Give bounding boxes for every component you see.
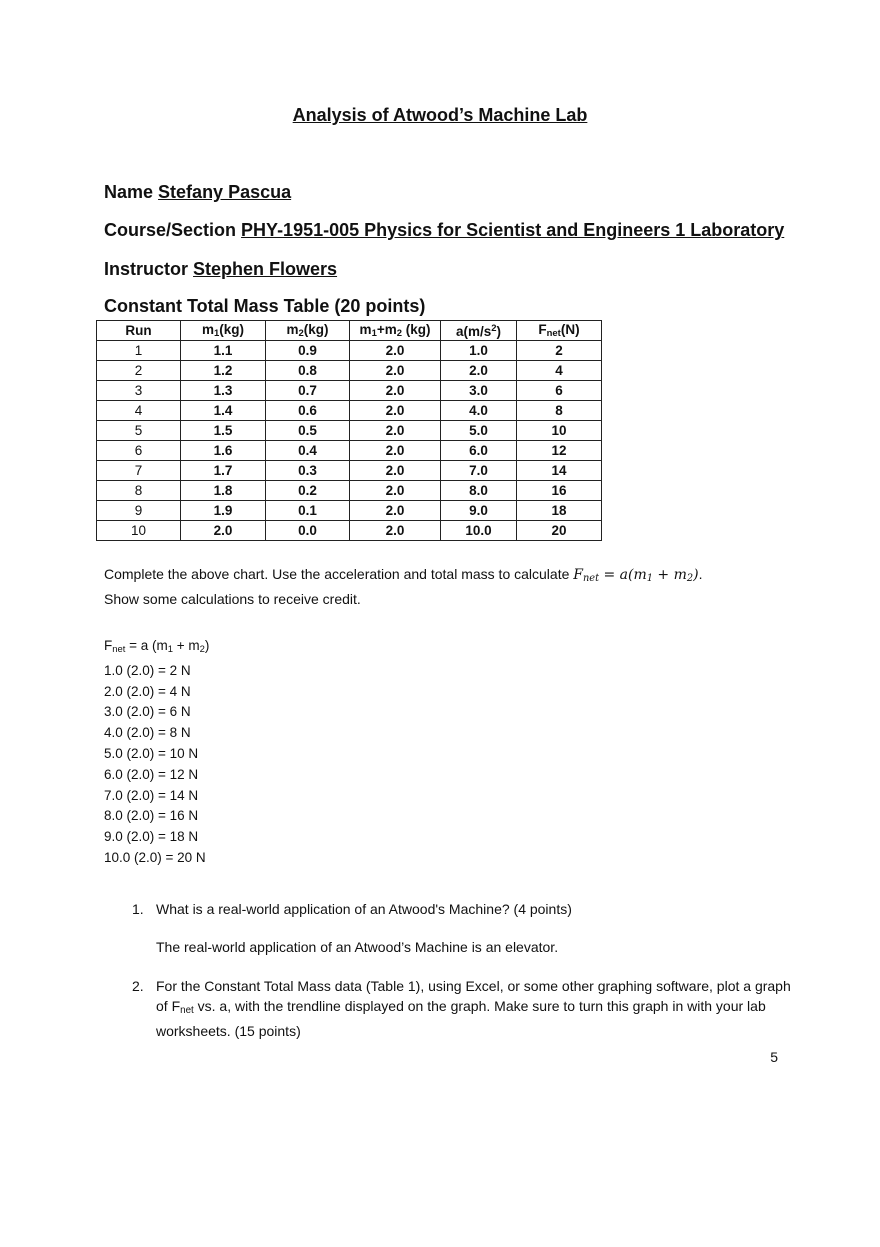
table-cell: 2.0: [350, 521, 441, 541]
table-cell: 9: [97, 501, 181, 521]
calc-line: 3.0 (2.0) = 6 N: [104, 704, 191, 720]
table-cell: 2.0: [350, 421, 441, 441]
constant-mass-table: [96, 320, 602, 541]
table-cell: 0.4: [266, 441, 350, 461]
table-row: [97, 421, 602, 441]
calc-line: 8.0 (2.0) = 16 N: [104, 808, 199, 824]
document-title: Analysis of Atwood’s Machine Lab: [292, 105, 588, 125]
table-cell: 2.0: [350, 381, 441, 401]
header-fnet: $F_{net}(N)$: [517, 321, 602, 341]
table-cell: 0.9: [266, 341, 350, 361]
table-cell: 1.2: [181, 361, 266, 381]
calculations: [104, 636, 209, 869]
table-row: [97, 521, 602, 541]
table-cell: 2: [97, 361, 181, 381]
calc-formula: $F_{net} = a$ $(m_1 + m_2)$: [104, 638, 210, 655]
name-label: Name: [104, 182, 154, 202]
course-label: Course/Section: [104, 220, 237, 240]
calc-line: 9.0 (2.0) = 18 N: [104, 829, 199, 845]
table-row: [97, 341, 602, 361]
instructions-line-1: Complete the above chart. Use the acceleration and total mass to calculate $F_{net} = a(m_1 + m_2)$.: [104, 566, 703, 584]
table-cell: 5.0: [441, 421, 517, 441]
table-cell: 20: [517, 521, 602, 541]
table-cell: 1.4: [181, 401, 266, 421]
table-cell: 2.0: [181, 521, 266, 541]
header-total-mass: $m_1+m_2$ (kg): [350, 321, 441, 341]
course-value: PHY-1951-005 Physics for Scientist and Engineers 1 Laboratory: [241, 220, 785, 240]
table-cell: 4.0: [441, 401, 517, 421]
table-cell: 3.0: [441, 381, 517, 401]
table-cell: 0.8: [266, 361, 350, 381]
table-cell: 6: [517, 381, 602, 401]
calc-line: 10.0 (2.0) = 20 N: [104, 849, 206, 865]
table-cell: 10.0: [441, 521, 517, 541]
header-acceleration: $a(m/s^2)$: [441, 321, 517, 341]
table-cell: 7: [97, 461, 181, 481]
table-cell: 2.0: [350, 461, 441, 481]
table-cell: 1.6: [181, 441, 266, 461]
table-cell: 14: [517, 461, 602, 481]
table-cell: 0.3: [266, 461, 350, 481]
table-cell: 0.2: [266, 481, 350, 501]
calc-line: 6.0 (2.0) = 12 N: [104, 766, 199, 782]
question-2: [132, 976, 792, 1041]
table-cell: 4: [517, 361, 602, 381]
table-cell: 9.0: [441, 501, 517, 521]
table-cell: 1.3: [181, 381, 266, 401]
table-cell: 16: [517, 481, 602, 501]
table-cell: 3: [97, 381, 181, 401]
table-cell: 2: [517, 341, 602, 361]
table-row: [97, 401, 602, 421]
name-field: [104, 182, 291, 203]
table-cell: 6.0: [441, 441, 517, 461]
table-cell: 1.1: [181, 341, 266, 361]
table-cell: 8: [517, 401, 602, 421]
table-cell: 1.8: [181, 481, 266, 501]
question-text: What is a real-world application of an Atwood's Machine? (4 points): [156, 901, 572, 917]
header-m1: $m_1(kg)$: [181, 321, 266, 341]
table-cell: 4: [97, 401, 181, 421]
question-1: [132, 899, 792, 919]
table-cell: 1: [97, 341, 181, 361]
header-m2: $m_2(kg)$: [266, 321, 350, 341]
table-cell: 2.0: [350, 401, 441, 421]
table-cell: 2.0: [441, 361, 517, 381]
instructor-field: [104, 259, 337, 280]
table-cell: 0.5: [266, 421, 350, 441]
table-cell: 0.0: [266, 521, 350, 541]
calc-line: 1.0 (2.0) = 2 N: [104, 662, 191, 678]
table-row: [97, 501, 602, 521]
table-cell: 1.7: [181, 461, 266, 481]
page-number: 5: [770, 1049, 778, 1065]
question-number: 1.: [132, 901, 144, 917]
table-cell: 8.0: [441, 481, 517, 501]
table-cell: 2.0: [350, 341, 441, 361]
calc-line: 4.0 (2.0) = 8 N: [104, 725, 191, 741]
table-row: [97, 461, 602, 481]
instructor-label: Instructor: [104, 259, 189, 279]
table-row: [97, 361, 602, 381]
name-value: Stefany Pascua: [158, 182, 292, 202]
table-cell: 0.7: [266, 381, 350, 401]
table-cell: 2.0: [350, 481, 441, 501]
table-row: [97, 381, 602, 401]
calc-line: 2.0 (2.0) = 4 N: [104, 683, 191, 699]
answer-1: The real-world application of an Atwood’s Machine is an elevator.: [156, 939, 559, 955]
table-cell: 10: [97, 521, 181, 541]
table-cell: 1.0: [441, 341, 517, 361]
instructor-value: Stephen Flowers: [193, 259, 338, 279]
table-cell: 2.0: [350, 441, 441, 461]
table-cell: 7.0: [441, 461, 517, 481]
table-header-row: [97, 321, 602, 341]
question-number: 2.: [132, 978, 144, 994]
instructions-line-2: Show some calculations to receive credit.: [104, 591, 361, 607]
table-cell: 12: [517, 441, 602, 461]
table-cell: 0.1: [266, 501, 350, 521]
table-cell: 2.0: [350, 361, 441, 381]
table-cell: 2.0: [350, 501, 441, 521]
table-cell: 6: [97, 441, 181, 461]
table-cell: 8: [97, 481, 181, 501]
header-run: Run: [97, 321, 181, 341]
course-field: [104, 220, 784, 241]
table-cell: 10: [517, 421, 602, 441]
table-row: [97, 481, 602, 501]
table-heading: Constant Total Mass Table (20 points): [104, 296, 426, 316]
table-cell: 18: [517, 501, 602, 521]
table-cell: 1.5: [181, 421, 266, 441]
table-cell: 0.6: [266, 401, 350, 421]
table-cell: 5: [97, 421, 181, 441]
table-row: [97, 441, 602, 461]
table-cell: 1.9: [181, 501, 266, 521]
question-text: For the Constant Total Mass data (Table 1), using Excel, or some other graphing software, plot a graph of $F_{net}$ vs. a, with the trendline displayed on the graph. Make sure to turn this graph in with your lab worksheets. (15 points): [156, 978, 791, 1039]
instructions: [104, 564, 744, 609]
calc-line: 5.0 (2.0) = 10 N: [104, 745, 199, 761]
fnet-equation: $F_{net} = a(m_1 + m_2)$: [573, 567, 699, 584]
calc-line: 7.0 (2.0) = 14 N: [104, 787, 199, 803]
question-list: [132, 899, 792, 1041]
